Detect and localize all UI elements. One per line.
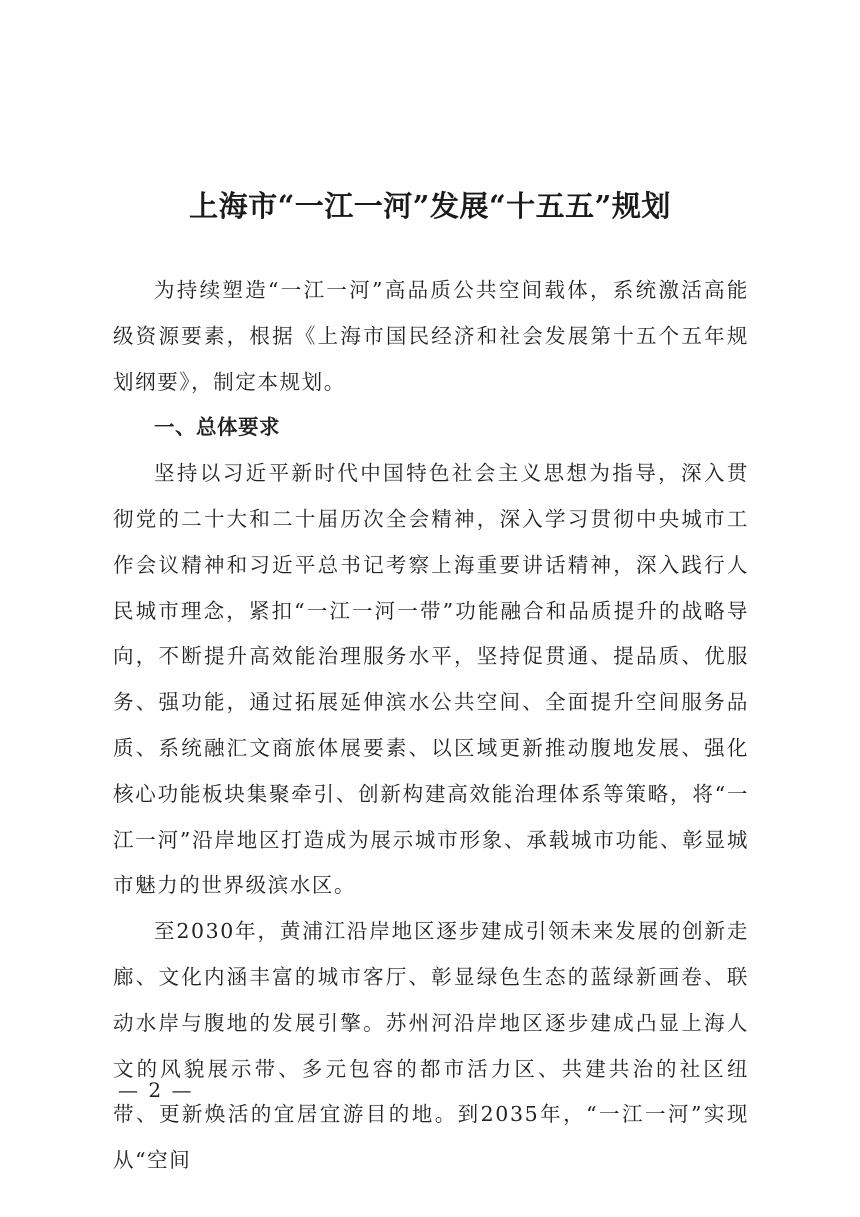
intro-paragraph: 为持续塑造“一江一河”高品质公共空间载体，系统激活高能级资源要素，根据《上海市国民经济和社会发展第十五个五年规划纲要》，制定本规划。 (113, 278, 749, 394)
page-number: — 2 — (118, 1078, 194, 1102)
document-body (113, 268, 749, 1184)
body-paragraph: 坚持以习近平新时代中国特色社会主义思想为指导，深入贯彻党的二十大和二十届历次全会精神，深入学习贯彻中央城市工作会议精神和习近平总书记考察上海重要讲话精神，深入践行人民城市理念，紧扣“一江一河一带”功能融合和品质提升的战略导向，不断提升高效能治理服务水平，坚持促贯通、提品质、优服务、强功能，通过拓展延伸滨水公共空间、全面提升空间服务品质、系统融汇文商旅体展要素、以区域更新推动腹地发展、强化核心功能板块集聚牵引、创新构建高效能治理体系等策略，将“一江一河”沿岸地区打造成为展示城市形象、承载城市功能、彰显城市魅力的世界级滨水区。 (113, 461, 749, 898)
document-title: 上海市“一江一河”发展“十五五”规划 (189, 189, 671, 223)
body-paragraph: 至2030年，黄浦江沿岸地区逐步建成引领未来发展的创新走廊、文化内涵丰富的城市客厅、彰显绿色生态的蓝绿新画卷、联动水岸与腹地的发展引擎。苏州河沿岸地区逐步建成凸显上海人文的风貌展示带、多元包容的都市活力区、共建共治的社区纽带、更新焕活的宜居宜游目的地。到2035年，“一江一河”实现从“空间 (113, 919, 749, 1173)
section-heading: 一、总体要求 (154, 415, 280, 440)
